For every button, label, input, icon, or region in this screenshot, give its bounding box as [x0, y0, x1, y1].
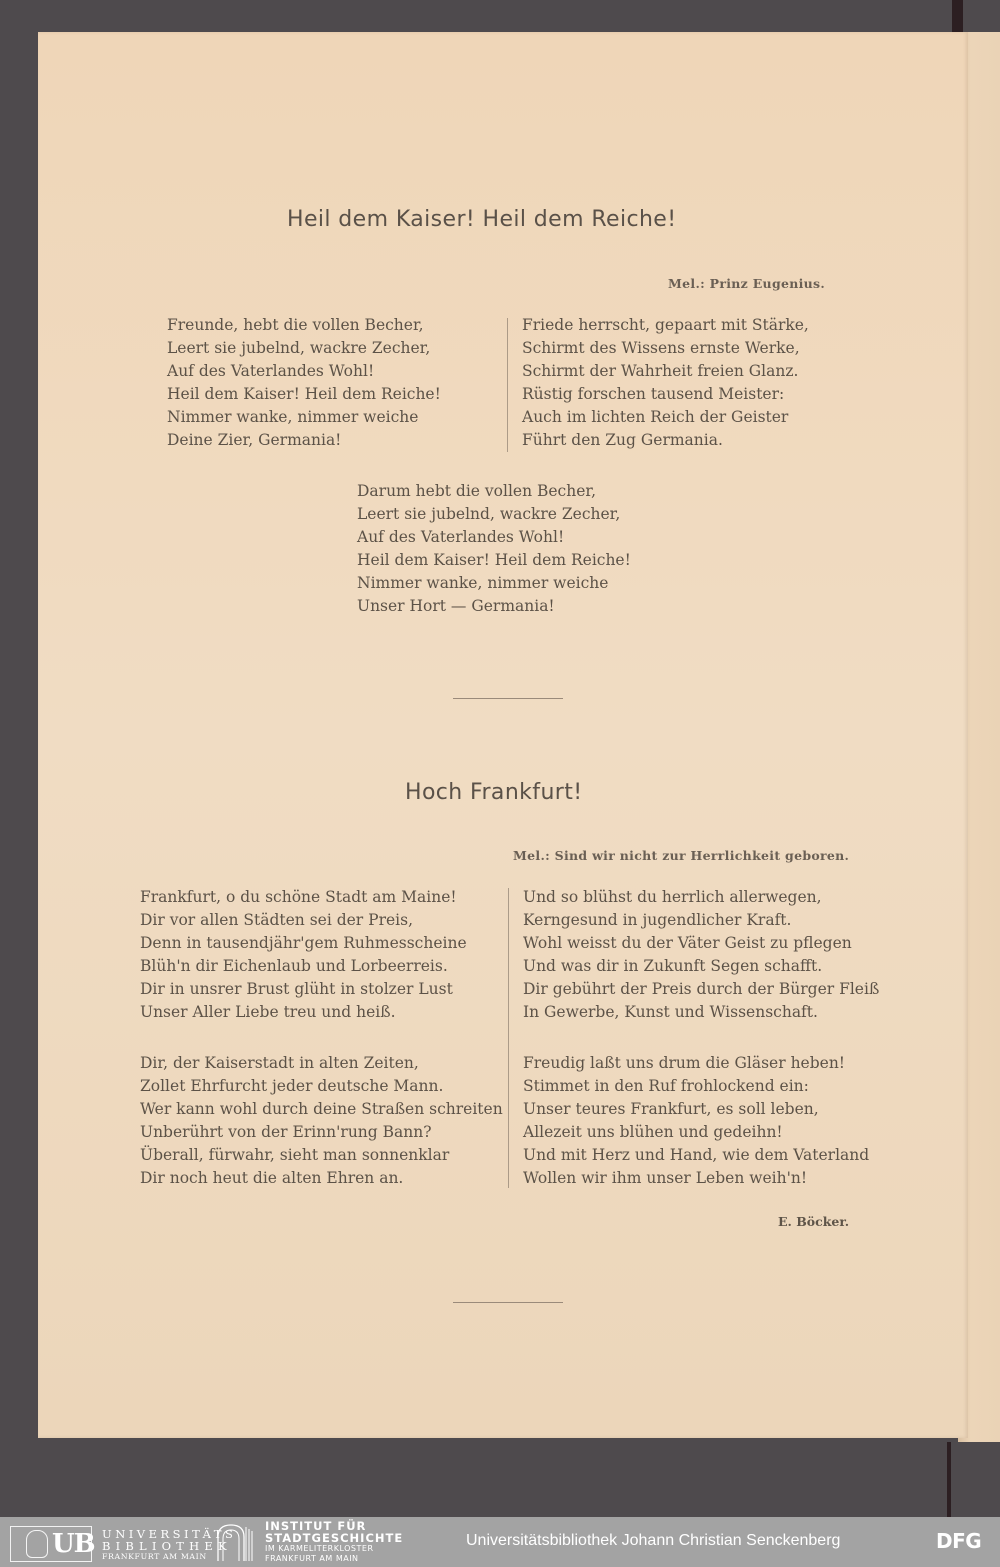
verse-line: Kerngesund in jugendlicher Kraft. [523, 911, 792, 929]
song2-stanza-1-right [523, 886, 879, 1024]
verse-line: Nimmer wanke, nimmer weiche [167, 408, 419, 426]
verse-line: Dir noch heut die alten Ehren an. [140, 1169, 404, 1187]
verse-line: Darum hebt die vollen Becher, [357, 482, 597, 500]
verse-line: Heil dem Kaiser! Heil dem Reiche! [167, 385, 441, 403]
song1-melody: Mel.: Prinz Eugenius. [668, 276, 826, 291]
ub-logo-letters: UB [52, 1529, 95, 1559]
verse-line: Und mit Herz und Hand, wie dem Vaterland [523, 1146, 870, 1164]
verse-line: Unberührt von der Erinn'rung Bann? [140, 1123, 432, 1141]
verse-line: Dir in unsrer Brust glüht in stolzer Lust [140, 980, 453, 998]
song1-stanza-right [522, 314, 809, 452]
verse-line: Unser Aller Liebe treu und heiß. [140, 1003, 396, 1021]
verse-line: Freunde, hebt die vollen Becher, [167, 316, 424, 334]
verse-line: Heil dem Kaiser! Heil dem Reiche! [357, 551, 631, 569]
ub-logo[interactable] [4, 1521, 237, 1563]
verse-line: Blüh'n dir Eichenlaub und Lorbeerreis. [140, 957, 448, 975]
dfg-logo[interactable]: DFG [936, 1529, 982, 1553]
column-divider [508, 888, 509, 1188]
isg-logo-text[interactable] [265, 1520, 403, 1564]
ub-line1: UNIVERSITÄTS [102, 1527, 237, 1541]
song2-author: E. Böcker. [778, 1214, 850, 1229]
verse-line: Wollen wir ihm unser Leben weih'n! [523, 1169, 808, 1187]
arch-icon[interactable] [215, 1523, 255, 1561]
song2-stanza-2-left [140, 1052, 503, 1190]
verse-line: Zollet Ehrfurcht jeder deutsche Mann. [140, 1077, 444, 1095]
isg-line1: INSTITUT FÜR [265, 1519, 367, 1533]
verse-line: Freudig laßt uns drum die Gläser heben! [523, 1054, 846, 1072]
book-spine-bottom [947, 1442, 951, 1517]
section-separator [453, 698, 563, 699]
verse-line: Unser teures Frankfurt, es soll leben, [523, 1100, 819, 1118]
section-separator [453, 1302, 563, 1303]
verse-line: Auf des Vaterlandes Wohl! [357, 528, 565, 546]
verse-line: Und was dir in Zukunft Segen schafft. [523, 957, 823, 975]
column-divider [507, 318, 508, 452]
verse-line: Überall, fürwahr, sieht man sonnenklar [140, 1146, 450, 1164]
verse-line: Dir vor allen Städten sei der Preis, [140, 911, 413, 929]
verse-line: Schirmt der Wahrheit freien Glanz. [522, 362, 799, 380]
isg-line4: FRANKFURT AM MAIN [265, 1554, 359, 1563]
verse-line: Wohl weisst du der Väter Geist zu pflegen [523, 934, 852, 952]
verse-line: Führt den Zug Germania. [522, 431, 723, 449]
verse-line: Leert sie jubelnd, wackre Zecher, [167, 339, 431, 357]
verse-line: Unser Hort — Germania! [357, 597, 555, 615]
book-spine-top [952, 0, 963, 32]
verse-line: Dir gebührt der Preis durch der Bürger Fleiß [523, 980, 880, 998]
verse-line: Allezeit uns blühen und gedeihn! [523, 1123, 783, 1141]
verse-line: Nimmer wanke, nimmer weiche [357, 574, 609, 592]
song1-title: Heil dem Kaiser! Heil dem Reiche! [287, 207, 677, 232]
song2-title: Hoch Frankfurt! [405, 780, 583, 805]
song2-melody: Mel.: Sind wir nicht zur Herrlichkeit geboren. [513, 848, 850, 863]
song2-stanza-1-left [140, 886, 467, 1024]
isg-line2: STADTGESCHICHTE [265, 1531, 404, 1545]
verse-line: Frankfurt, o du schöne Stadt am Maine! [140, 888, 457, 906]
isg-line3: IM KARMELITERKLOSTER [265, 1544, 374, 1553]
portrait-icon [26, 1530, 48, 1558]
verse-line: In Gewerbe, Kunst und Wissenschaft. [523, 1003, 818, 1021]
verse-line: Leert sie jubelnd, wackre Zecher, [357, 505, 621, 523]
song1-stanza-left [167, 314, 441, 452]
verse-line: Stimmet in den Ruf frohlockend ein: [523, 1077, 809, 1095]
verse-line: Auf des Vaterlandes Wohl! [167, 362, 375, 380]
verse-line: Wer kann wohl durch deine Straßen schreiten [140, 1100, 503, 1118]
library-name-link[interactable]: Universitätsbibliothek Johann Christian Senckenberg [466, 1532, 841, 1549]
verse-line: Deine Zier, Germania! [167, 431, 342, 449]
song1-stanza-center [357, 480, 631, 618]
verse-line: Und so blühst du herrlich allerwegen, [523, 888, 822, 906]
ub-line2: BIBLIOTHEK [102, 1539, 232, 1553]
verse-line: Friede herrscht, gepaart mit Stärke, [522, 316, 809, 334]
footer-bar [0, 1517, 1000, 1567]
verse-line: Dir, der Kaiserstadt in alten Zeiten, [140, 1054, 419, 1072]
verse-line: Rüstig forschen tausend Meister: [522, 385, 785, 403]
song2-stanza-2-right [523, 1052, 869, 1190]
ub-line3: FRANKFURT AM MAIN [102, 1552, 207, 1561]
verse-line: Denn in tausendjähr'gem Ruhmesscheine [140, 934, 467, 952]
verse-line: Auch im lichten Reich der Geister [522, 408, 789, 426]
verse-line: Schirmt des Wissens ernste Werke, [522, 339, 800, 357]
